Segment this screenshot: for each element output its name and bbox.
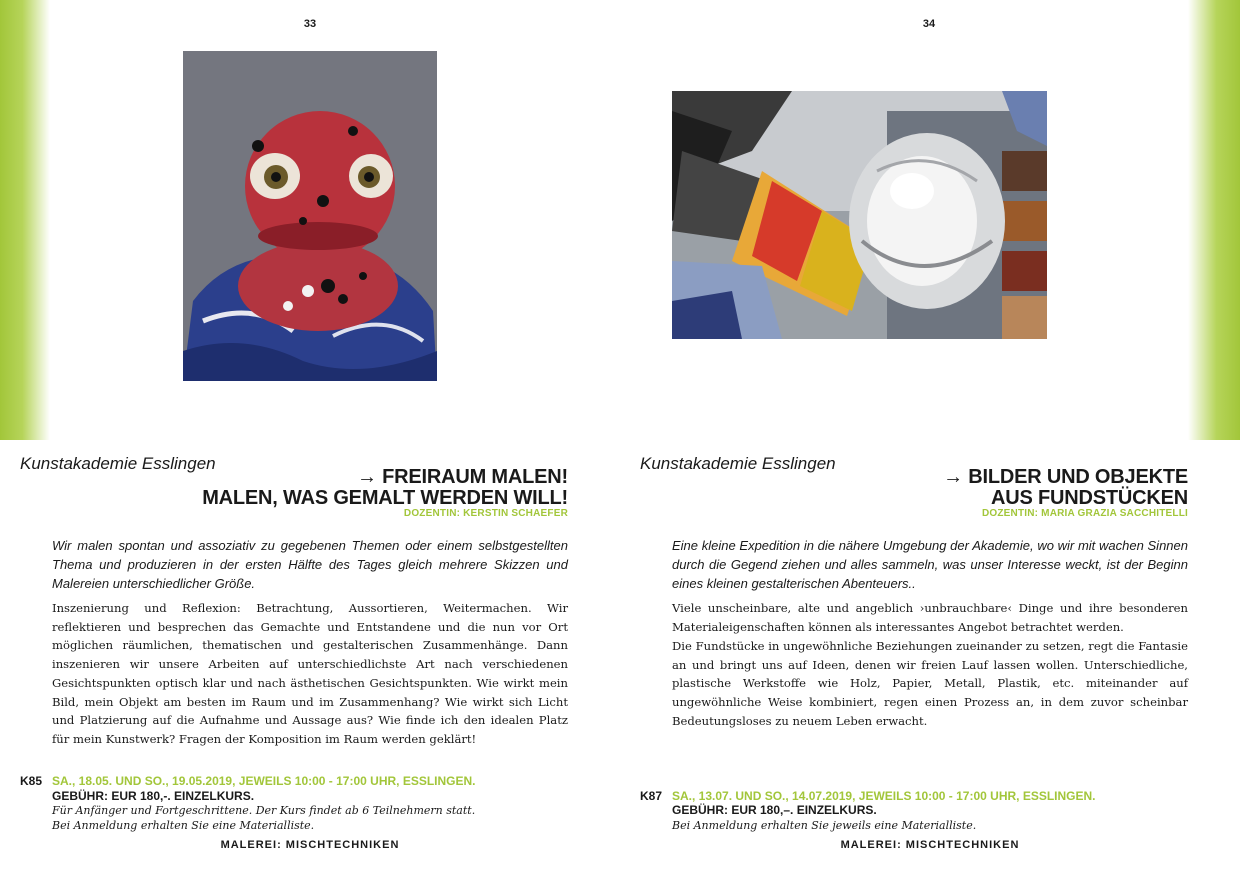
course-title-line1: FREIRAUM MALEN! [382,466,568,488]
category-right: MALEREI: MISCHTECHNIKEN [840,839,1020,851]
academy-name-left: Kunstakademie Esslingen [20,454,216,473]
course-note1-right: Bei Anmeldung erhalten Sie jeweils eine Materialliste. [672,819,977,832]
intro-text-right: Eine kleine Expedition in die nähere Umgebung der Akademie, wo wir mit wachen Sinnen durch die Gegend ziehen und alles sammeln, was unser Interesse weckt, ist der Beginn eines kleinen gestalterischen Abenteuers.. [672,538,1188,591]
course-title-line1: BILDER UND OBJEKTE [968,466,1188,488]
course-date-right: SA., 13.07. UND SO., 14.07.2019, JEWEILS 10:00 - 17:00 UHR, ESSLINGEN. [672,789,1096,803]
arrow-right-icon: → [356,466,377,488]
page-number-right: 34 [922,18,936,30]
course-note1-left: Für Anfänger und Fortgeschrittene. Der Kurs findet ab 6 Teilnehmern statt. [52,804,476,817]
intro-text-left: Wir malen spontan und assoziativ zu gegebenen Themen oder einem selbstgestellten Thema und produzieren in der ersten Hälfte des Tages gleich mehrere Skizzen und Malereien unterschiedlicher Größe. [52,538,568,591]
course-code-right: K87 [640,789,663,803]
found-objects-image-right [672,91,1047,339]
body-text-left: Inszenierung und Reflexion: Betrachtung, Aussortieren, Weitermachen. Wir reflektieren und besprechen das Gemachte und Entstandene und die nun vor Ort möglichen räumlichen, thematischen und gestalterischen Zusammenhänge. Dann inszenieren wir unsere Arbeiten auf unterschiedlichste Art nach verschiedenen Gesichtspunkten optisch klar und nach ästhetischen Gesichtspunkten. Wie wirkt mein Bild, mein Objekt am besten im Raum und im Zusammenhang? Wie wirkt sich Licht und Platzierung auf die Aufnahme und Aussage aus? Wie finde ich den idealen Platz für mein Kunstwerk? Fragen der Komposition im Raum werden geklärt! [52,601,568,746]
course-date-left: SA., 18.05. UND SO., 19.05.2019, JEWEILS 10:00 - 17:00 UHR, ESSLINGEN. [52,774,476,788]
course-code-left: K85 [20,774,43,788]
course-title-right [770,467,1188,509]
lecturer-right: DOZENTIN: MARIA GRAZIA SACCHITELLI [981,508,1188,519]
course-title-line2: MALEN, WAS GEMALT WERDEN WILL! [202,487,568,509]
course-note2-left: Bei Anmeldung erhalten Sie eine Materialliste. [52,819,315,832]
painting-image-left [183,51,437,381]
green-margin-bar-right [1188,0,1240,440]
category-left: MALEREI: MISCHTECHNIKEN [220,839,400,851]
body-text-right-1: Viele unscheinbare, alte und angeblich ›unbrauchbare‹ Dinge und ihre besonderen Materialeigenschaften können als interessantes Angebot betrachtet werden. [672,601,1188,634]
green-margin-bar-left [0,0,50,440]
arrow-right-icon: → [943,466,963,488]
course-fee-left: GEBÜHR: EUR 180,-. EINZELKURS. [52,789,255,803]
course-title-line2: AUS FUNDSTÜCKEN [990,487,1188,509]
body-text-right-2: Die Fundstücke in ungewöhnliche Beziehungen zueinander zu setzen, regt die Fantasie an und bringt uns auf Ideen, denen wir freien Lauf lassen wollen. Unterschiedliche, plastische Werkstoffe wie Holz, Papier, Metall, Plastik, etc. miteinander auf ungewöhnliche Weise kombiniert, regen einen Prozess an, in dem zuvor scheinbar Bedeutungsloses zu neuem Leben erwacht. [672,639,1188,728]
lecturer-left: DOZENTIN: KERSTIN SCHAEFER [403,508,568,519]
course-title-left [150,467,568,509]
course-fee-right: GEBÜHR: EUR 180,–. EINZELKURS. [672,803,877,817]
page-number-left: 33 [303,18,317,30]
academy-name-right: Kunstakademie Esslingen [640,454,836,473]
